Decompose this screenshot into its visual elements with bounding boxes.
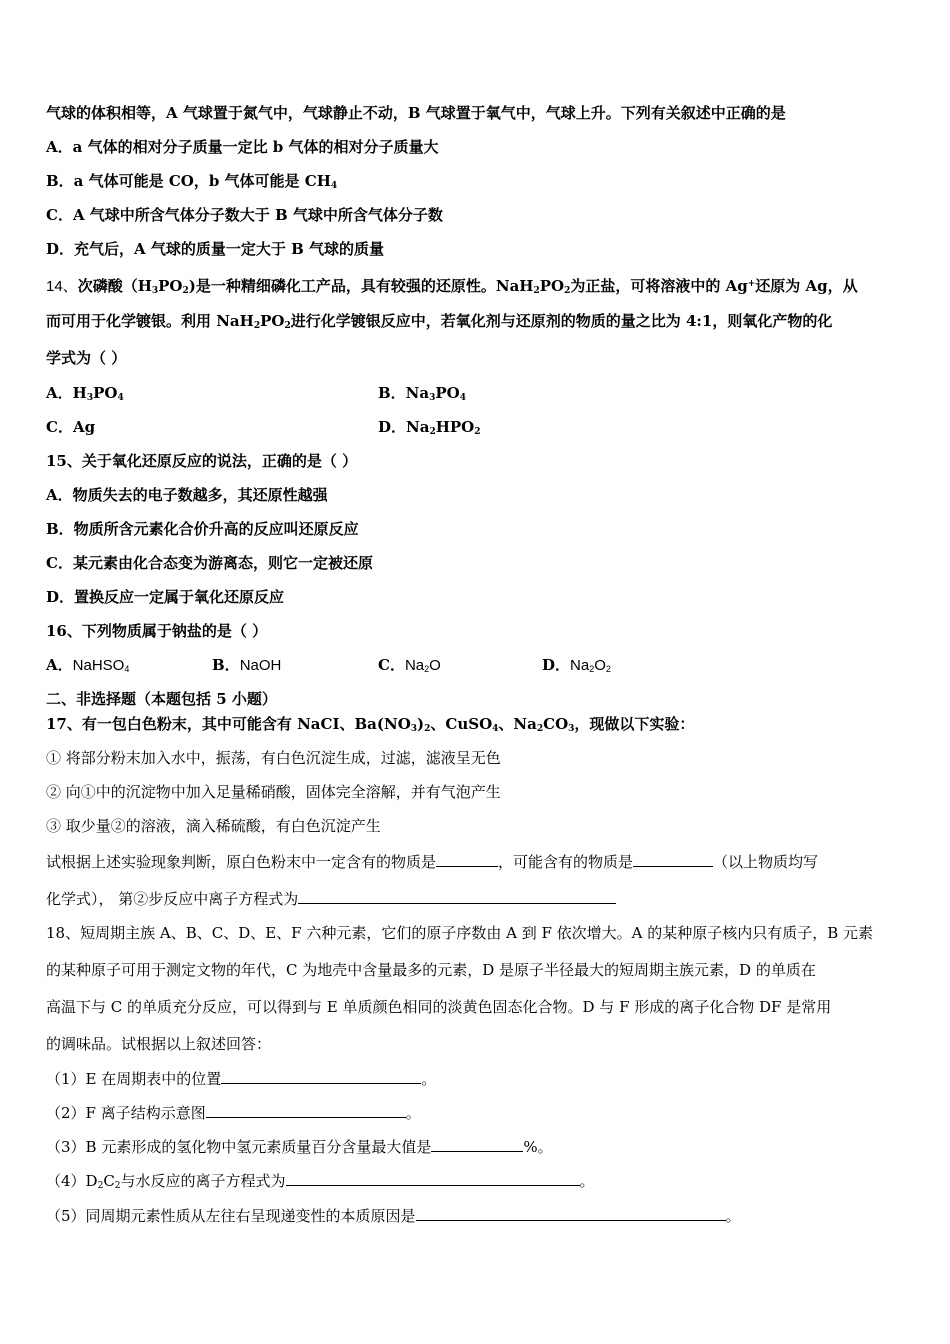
q13-option-b bbox=[46, 171, 337, 196]
q17-ask1-c: （以上物质均写 bbox=[713, 853, 819, 871]
q18-blank5[interactable] bbox=[416, 1205, 726, 1221]
q14-l2-post: 进行化学镀银反应中，若氧化剂与还原剂的物质的量之比为 4:1，则氧化产物的化 bbox=[290, 312, 833, 330]
q14-p1: 次磷酸（H bbox=[77, 277, 152, 295]
q15-option-b bbox=[46, 519, 359, 539]
q18-sub2 bbox=[46, 1102, 421, 1123]
q18-blank2[interactable] bbox=[206, 1102, 406, 1118]
q15-option-a bbox=[46, 485, 328, 505]
q16-option-d bbox=[542, 655, 611, 679]
q14-a-pre: A．H bbox=[46, 384, 87, 402]
q14-p4: PO bbox=[539, 277, 565, 295]
q13-option-a-text: A．a 气体的相对分子质量一定比 b 气体的相对分子质量大 bbox=[46, 138, 439, 156]
q16-c-pre: Na bbox=[404, 657, 425, 674]
q14-l2-mid: PO bbox=[260, 312, 285, 330]
q14-a-post: PO bbox=[93, 384, 118, 402]
q17-p2: ) bbox=[417, 715, 425, 733]
q18-q5-end: 。 bbox=[725, 1207, 741, 1225]
q17-p5: CO bbox=[543, 715, 569, 733]
q14-b-s2: 4 bbox=[459, 393, 466, 403]
q15-b: B．物质所含元素化合价升高的反应叫还原反应 bbox=[46, 520, 359, 538]
q16-d-pre: Na bbox=[570, 657, 590, 674]
q17-ask2-a: 化学式）， 第②步反应中离子方程式为 bbox=[46, 890, 299, 908]
q18-l3: 高温下与 C 的单质充分反应，可以得到与 E 单质颜色相同的淡黄色固态化合物。D 与 F 形成的离子化合物 DF 是常用 bbox=[46, 998, 832, 1016]
q14-option-c bbox=[46, 417, 95, 437]
q17-blank-possible[interactable] bbox=[633, 851, 713, 867]
q18-q1: （1）E 在周期表中的位置 bbox=[46, 1070, 222, 1088]
q13-option-a bbox=[46, 137, 439, 157]
q14-b-pre: B．Na bbox=[378, 384, 430, 402]
q15-option-c bbox=[46, 553, 373, 573]
q18-stem-line3 bbox=[46, 997, 831, 1017]
section2-heading bbox=[46, 689, 277, 709]
q13-option-d bbox=[46, 239, 384, 259]
q16-option-c bbox=[378, 655, 441, 679]
q17-stem bbox=[46, 714, 694, 739]
q14-stem-line1 bbox=[46, 274, 858, 301]
q17-ask1 bbox=[46, 851, 818, 872]
q16-c-post: O bbox=[429, 657, 441, 674]
q17-p1: 17、有一包白色粉末，其中可能含有 NaCI、Ba(NO bbox=[46, 715, 411, 733]
q14-l2-s1: 2 bbox=[253, 321, 261, 331]
q18-stem-line4 bbox=[46, 1034, 271, 1054]
q16-a-pre: NaHSO bbox=[72, 657, 125, 674]
q17-step3-text: ③ 取少量②的溶液，滴入稀硫酸，有白色沉淀产生 bbox=[46, 817, 381, 835]
q15-stem bbox=[46, 451, 357, 471]
q16-option-b bbox=[212, 655, 281, 676]
q18-l2: 的某种原子可用于测定文物的年代，C 为地壳中含量最多的元素，D 是原子半径最大的短周期主族元素，D 的单质在 bbox=[46, 961, 816, 979]
q14-s3: 2 bbox=[533, 286, 540, 296]
q17-step2-text: ② 向①中的沉淀物中加入足量稀硝酸，固体完全溶解，并有气泡产生 bbox=[46, 783, 501, 801]
q18-l1: 18、短周期主族 A、B、C、D、E、F 六种元素，它们的原子序数由 A 到 F 依次增大。A 的某种原子核内只有质子，B 元素 bbox=[46, 924, 874, 942]
q16-a-label: A． bbox=[46, 656, 73, 674]
q18-q4-post: 与水反应的离子方程式为 bbox=[120, 1172, 286, 1190]
q16-d-s1: 2 bbox=[589, 664, 595, 674]
q14-a-s1: 3 bbox=[86, 393, 94, 403]
q18-l4: 的调味品。试根据以上叙述回答： bbox=[46, 1035, 272, 1053]
q14-number: 14、 bbox=[46, 278, 78, 295]
q17-p3: 、CuSO bbox=[430, 715, 493, 733]
q18-blank4[interactable] bbox=[286, 1170, 580, 1186]
q18-q5: （5）同周期元素性质从左往右呈现递变性的本质原因是 bbox=[46, 1207, 416, 1225]
q17-s5: 3 bbox=[568, 724, 575, 734]
q14-option-d bbox=[378, 417, 481, 442]
q18-sub5 bbox=[46, 1205, 741, 1226]
q17-s1: 3 bbox=[410, 724, 418, 734]
q13-option-c bbox=[46, 205, 443, 225]
q18-q3-end: %。 bbox=[523, 1138, 553, 1156]
section2-text: 二、非选择题（本题包括 5 小题） bbox=[46, 690, 277, 708]
q14-p2: PO bbox=[158, 277, 183, 295]
q14-s1: 3 bbox=[151, 286, 159, 296]
q14-b-post: PO bbox=[435, 384, 460, 402]
q17-s4: 2 bbox=[536, 724, 544, 734]
q17-ask1-a: 试根据上述实验现象判断，原白色粉末中一定含有的物质是 bbox=[46, 853, 437, 871]
q17-blank-definite[interactable] bbox=[436, 851, 498, 867]
q17-step2 bbox=[46, 782, 501, 802]
q17-ask1-b: ，可能含有的物质是 bbox=[498, 853, 634, 871]
q16-b-label: B． bbox=[212, 656, 240, 674]
q14-a-s2: 4 bbox=[117, 393, 124, 403]
q18-sub4 bbox=[46, 1170, 595, 1196]
q16-c-sub: 2 bbox=[424, 664, 430, 674]
q17-step1-text: ① 将部分粉末加入水中，振荡，有白色沉淀生成，过滤，滤液呈无色 bbox=[46, 749, 501, 767]
q18-q4-mid: C bbox=[103, 1172, 115, 1190]
q17-step3 bbox=[46, 816, 381, 836]
q18-q4-s1: 2 bbox=[97, 1181, 104, 1191]
q14-s4: 2 bbox=[564, 286, 571, 296]
q18-q4-s2: 2 bbox=[114, 1181, 121, 1191]
q18-stem-line1 bbox=[46, 923, 873, 943]
q14-p5: 为正盐，可将溶液中的 Ag bbox=[570, 277, 748, 295]
q13-option-b-sub: 4 bbox=[330, 181, 338, 191]
q14-b-s1: 3 bbox=[429, 393, 436, 403]
q13-option-b-text: B．a 气体可能是 CO，b 气体可能是 CH bbox=[46, 172, 331, 190]
q14-sup1: + bbox=[747, 279, 756, 289]
q15-a: A．物质失去的电子数越多，其还原性越强 bbox=[46, 486, 328, 504]
q18-q1-end: 。 bbox=[421, 1070, 437, 1088]
q17-step1 bbox=[46, 748, 501, 768]
q14-option-a bbox=[46, 383, 124, 408]
q16-d-label: D． bbox=[542, 656, 571, 674]
q18-sub3 bbox=[46, 1136, 553, 1157]
q18-sub1 bbox=[46, 1068, 436, 1089]
q15-d: D．置换反应一定属于氧化还原反应 bbox=[46, 588, 285, 606]
q14-option-b bbox=[378, 383, 466, 408]
q14-l3: 学式为（ ） bbox=[46, 349, 127, 367]
q16-a-sub: 4 bbox=[124, 664, 130, 674]
q17-p6: ，现做以下实验： bbox=[574, 715, 695, 733]
q16-d-s2: 2 bbox=[605, 664, 611, 674]
q16-stem bbox=[46, 621, 267, 641]
q14-l2-s2: 2 bbox=[284, 321, 291, 331]
q16-d-mid: O bbox=[594, 657, 606, 674]
q14-p3: )是一种精细磷化工产品，具有较强的还原性。NaH bbox=[188, 277, 534, 295]
q18-stem-line2 bbox=[46, 960, 816, 980]
q16-b-text: NaOH bbox=[239, 657, 282, 674]
q18-q2: （2）F 离子结构示意图 bbox=[46, 1104, 206, 1122]
q14-s2: 2 bbox=[182, 286, 189, 296]
q14-d-post: HPO bbox=[435, 418, 475, 436]
q16-stem-text: 16、下列物质属于钠盐的是（ ） bbox=[46, 622, 268, 640]
q13-stem bbox=[46, 103, 786, 123]
q16-c-label: C． bbox=[378, 656, 405, 674]
q17-ask2 bbox=[46, 888, 616, 909]
q13-option-c-text: C．A 气球中所含气体分子数大于 B 气球中所含气体分子数 bbox=[46, 206, 443, 224]
q15-c: C．某元素由化合态变为游离态，则它一定被还原 bbox=[46, 554, 373, 572]
q16-option-a bbox=[46, 655, 129, 679]
q17-s3: 4 bbox=[492, 724, 499, 734]
q18-q4-pre: （4）D bbox=[46, 1172, 98, 1190]
q13-stem-text: 气球的体积相等，A 气球置于氮气中，气球静止不动，B 气球置于氧气中，气球上升。下列有关叙述中正确的是 bbox=[46, 104, 786, 122]
q14-stem-line3 bbox=[46, 348, 126, 368]
q18-blank3[interactable] bbox=[431, 1136, 523, 1152]
q13-option-d-text: D．充气后，A 气球的质量一定大于 B 气球的质量 bbox=[46, 240, 384, 258]
q18-blank1[interactable] bbox=[221, 1068, 421, 1084]
q14-d-s1: 2 bbox=[429, 427, 436, 437]
q14-stem-line2 bbox=[46, 311, 832, 336]
q18-q4-end: 。 bbox=[579, 1172, 595, 1190]
q17-p4: 、Na bbox=[498, 715, 537, 733]
q14-p6: 还原为 Ag，从 bbox=[755, 277, 858, 295]
q17-blank-equation[interactable] bbox=[298, 888, 616, 904]
q18-q2-end: 。 bbox=[405, 1104, 421, 1122]
q14-l2-pre: 而可用于化学镀银。利用 NaH bbox=[46, 312, 254, 330]
q15-stem-text: 15、关于氧化还原反应的说法，正确的是（ ） bbox=[46, 452, 358, 470]
q14-c: C．Ag bbox=[46, 418, 96, 436]
q18-q3: （3）B 元素形成的氢化物中氢元素质量百分含量最大值是 bbox=[46, 1138, 432, 1156]
q15-option-d bbox=[46, 587, 284, 607]
q17-s2: 2 bbox=[424, 724, 431, 734]
q14-d-s2: 2 bbox=[474, 427, 481, 437]
q14-d-pre: D．Na bbox=[378, 418, 430, 436]
